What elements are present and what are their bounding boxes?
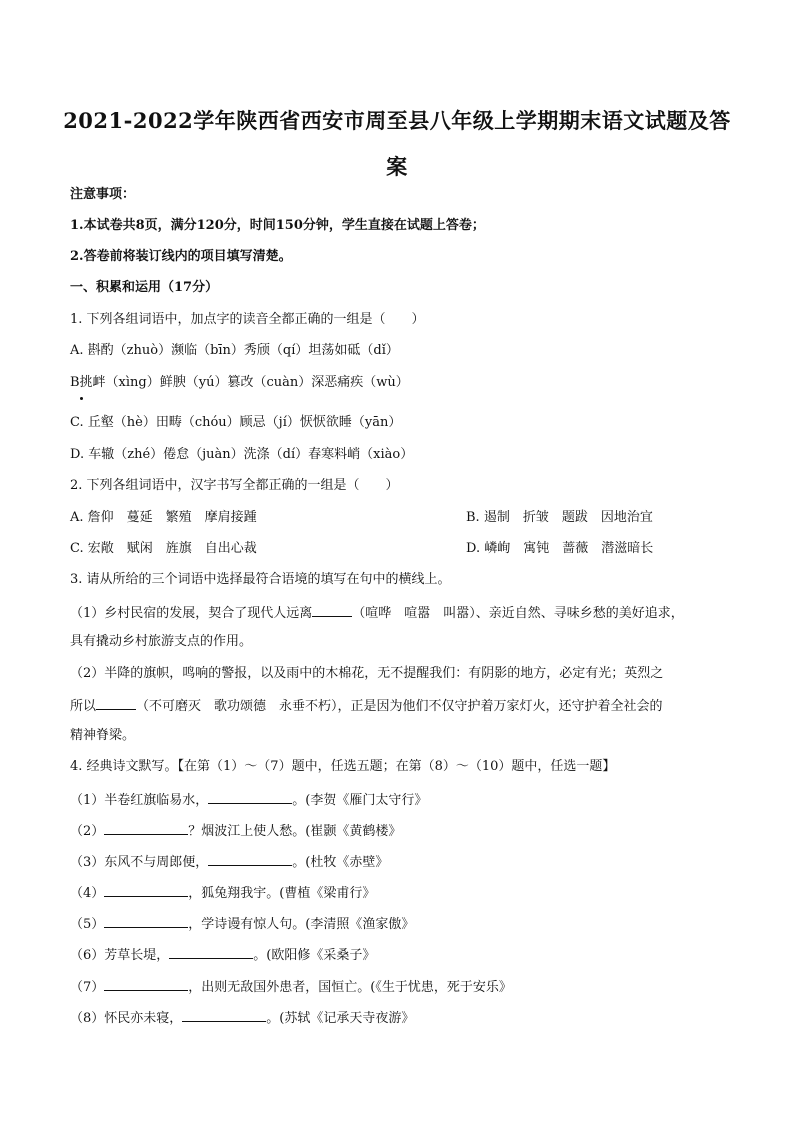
page-title: 2021-2022学年陕西省西安市周至县八年级上学期期末语文试题及答案 [63,108,731,179]
answer-blank[interactable] [312,603,352,617]
q3-part2-before: 所以 [70,699,97,714]
q4-item-4 [70,883,375,903]
q3-part1-before: （1）乡村民宿的发展，契合了现代人远离 [70,606,313,621]
q2-option-d: D. 嶙峋 寓钝 蔷薇 潜滋暗长 [466,541,654,556]
answer-blank[interactable] [104,883,188,897]
item-text-after: ，出则无敌国外患者，国恒亡。(《生于忧患，死于安乐》 [188,980,512,995]
answer-blank[interactable] [169,945,253,959]
q4-item-1 [70,790,427,810]
item-text-after: ？烟波江上使人愁。(崔颢《黄鹤楼》 [188,824,402,839]
item-text-after: 。(李贺《雁门太守行》 [292,793,428,808]
answer-blank[interactable] [104,821,188,835]
q3-part1-after: （喧哗 喧嚣 叫嚣）、亲近自然、寻味乡愁的美好追求， [352,606,684,621]
item-text-before: （3）东风不与周郎便， [70,855,209,870]
q2-stem: 2. 下列各组词语中，汉字书写全都正确的一组是（ ） [70,478,399,493]
q1-stem: 1. 下列各组词语中，加点字的读音全都正确的一组是（ ） [70,312,425,327]
q4-item-2 [70,821,401,841]
item-text-before: （2） [70,824,105,839]
q2-option-b: B. 遏制 折皱 题跋 因地治宜 [466,510,653,525]
section-heading: 一、积累和运用（17分） [70,280,219,295]
q4-item-8 [70,1008,414,1028]
item-text-before: （8）怀民亦未寝， [70,1011,183,1026]
q3-part2-line2 [70,696,663,716]
q3-stem: 3. 请从所给的三个词语中选择最符合语境的填写在句中的横线上。 [70,572,451,587]
answer-blank[interactable] [104,977,188,991]
item-text-before: （6）芳草长堤， [70,948,170,963]
answer-blank[interactable] [208,852,292,866]
q1-option-b: B挑衅（xìng）鲜腴（yú）篡改（cuàn）深恶痛疾（wù） [70,375,409,390]
item-text-after: ，狐兔翔我宇。(曹植《梁甫行》 [188,886,376,901]
answer-blank[interactable] [208,790,292,804]
q3-part2-after: （不可磨灭 歌功颂德 永垂不朽），正是因为他们不仅守护着万家灯火，还守护着全社会的 [136,699,663,714]
q1-option-a: A. 斟酌（zhuò）濒临（bīn）秀颀（qí）坦荡如砥（dǐ） [70,343,399,358]
q2-option-c: C. 宏敞 赋闲 旌旗 自出心裁 [70,541,257,556]
item-text-before: （1）半卷红旗临易水， [70,793,209,808]
q3-part2-cont: 精神脊梁。 [70,728,136,743]
q4-item-5 [70,914,414,934]
q2-row-2 [70,540,654,558]
notes-heading: 注意事项： [70,187,136,202]
q4-item-6 [70,945,375,965]
item-text-after: 。(欧阳修《采桑子》 [253,948,376,963]
q4-item-7 [70,977,512,997]
q2-row-1 [70,509,653,527]
emphasis-dot [80,397,83,400]
note-1: 1.本试卷共8页，满分120分，时间150分钟，学生直接在试题上答卷； [70,218,485,233]
answer-blank[interactable] [96,696,136,710]
q4-item-3 [70,852,388,872]
q2-option-a: A. 詹仰 蔓延 繁殖 摩肩接踵 [70,510,257,525]
item-text-before: （5） [70,917,105,932]
note-2: 2.答卷前将装订线内的项目填写清楚。 [70,249,292,264]
answer-blank[interactable] [182,1008,266,1022]
item-text-after: 。(苏轼《记承天寺夜游》 [266,1011,415,1026]
item-text-after: ，学诗谩有惊人句。(李清照《渔家傲》 [188,917,415,932]
item-text-before: （4） [70,886,105,901]
q3-part2-line1: （2）半降的旗帜，鸣响的警报，以及雨中的木棉花，无不提醒我们：有阴影的地方，必定有光；英烈之 [70,666,664,681]
q4-stem: 4. 经典诗文默写。【在第（1）～（7）题中，任选五题；在第（8）～（10）题中，任选一题】 [70,759,616,774]
q3-part1-cont: 具有撬动乡村旅游支点的作用。 [70,634,253,649]
q3-part1 [70,603,684,623]
q1-option-c: C. 丘壑（hè）田畴（chóu）顾忌（jí）恹恹欲睡（yān） [70,415,402,430]
answer-blank[interactable] [104,914,188,928]
item-text-after: 。(杜牧《赤壁》 [292,855,389,870]
item-text-before: （7） [70,980,105,995]
q1-option-d: D. 车辙（zhé）倦怠（juàn）洗涤（dí）春寒料峭（xiào） [70,447,414,462]
